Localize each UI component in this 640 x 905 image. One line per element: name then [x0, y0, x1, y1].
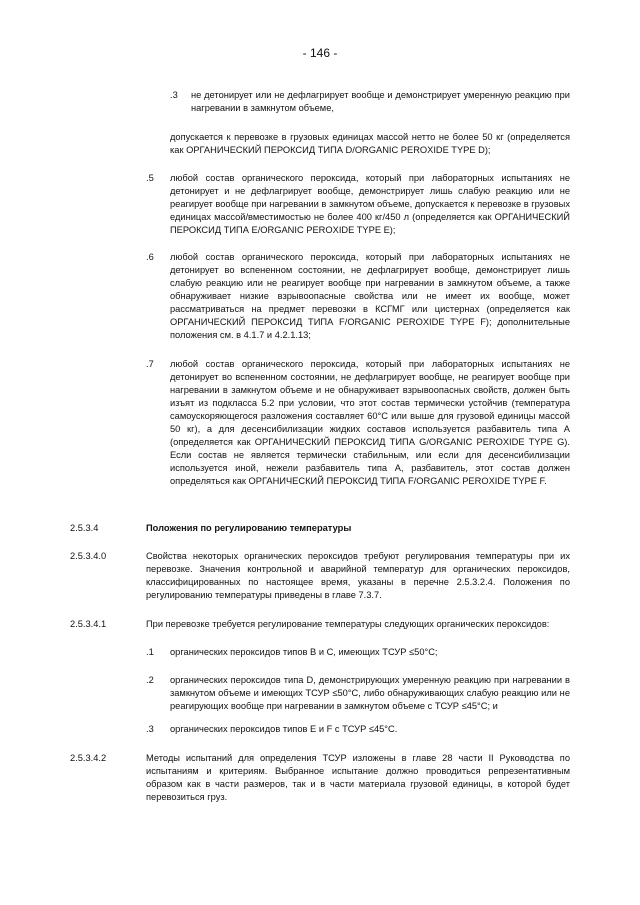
section-2534-number: 2.5.3.4 [70, 523, 99, 533]
item-7-marker: .7 [146, 359, 154, 369]
item-3-marker: .3 [170, 90, 178, 100]
section-25340-text: Свойства некоторых органических пероксидов требуют регулирования температуры при их перевозке. Значения контрольной и аварийной температур для органических пероксидов, классифицированных по настоящее время, указаны в перечне 2.5.3.2.4. Положения по регулированию температуры приведены в главе 7.3.7. [146, 551, 570, 600]
item-7-text: любой состав органического пероксида, который при лабораторных испытаниях не детонирует во вспененном состоянии, не дефлагрирует вообще, не реагирует вообще при нагревании в замкнутом объеме и не обнаруживает взрывоопасных свойств, должен быть изъят из подкласса 5.2 при условии, что этот состав термически устойчив (температура самоускоряющегося разложения составляет 60°C или выше для грузовой единицы массой 50 кг), а для десенсибилизации жидких составов используется разбавитель типа A (определяется как ОРГАНИЧЕСКИЙ ПЕРОКСИД ТИПА G/ORGANIC PEROXIDE TYPE G). Если состав не является термически стабильным, или если для десенсибилизации используется иной, нежели разбавитель типа A, разбавитель, этот состав должен определяться как ОРГАНИЧЕСКИЙ ПЕРОКСИД ТИПА F/ORGANIC PEROXIDE TYPE F. [170, 359, 570, 486]
item-3-text: не детонирует или не дефлагрирует вообще и демонстрирует умеренную реакцию при нагревании в замкнутом объеме, [191, 90, 570, 113]
sub-3-marker: .3 [146, 724, 154, 734]
item-5-text: любой состав органического пероксида, который при лабораторных испытаниях не детонирует и не дефлагрирует вообще, демонстрирует лишь слабую реакцию или не реагирует вообще при нагревании в замкнутом объеме, допускается к перевозке в грузовых единицах массой/вместимостью не более 400 кг/450 л (определяется как ОРГАНИЧЕСКИЙ ПЕРОКСИД ТИПА E/ORGANIC PEROXIDE TYPE E); [170, 173, 570, 235]
sub-1-text: органических пероксидов типов B и C, имеющих ТСУР ≤50°C; [170, 647, 438, 657]
sub-2-text: органических пероксидов типа D, демонстрирующих умеренную реакцию при нагревании в замкнутом объеме и имеющих ТСУР ≤50°C, либо обнаруживающих слабую реакцию или не реагирующих вообще при нагревании в замкнутом объеме с ТСУР ≤45°C; и [170, 675, 570, 711]
section-25341-text: При перевозке требуется регулирование температуры следующих органических пероксидов: [146, 619, 550, 629]
sub-1-marker: .1 [146, 647, 154, 657]
item-3-consequence: допускается к перевозке в грузовых единицах массой нетто не более 50 кг (определяется как ОРГАНИЧЕСКИЙ ПЕРОКСИД ТИПА D/ORGANIC PEROXIDE TYPE D); [170, 132, 570, 155]
section-25342-number: 2.5.3.4.2 [70, 753, 107, 763]
section-2534-title: Положения по регулированию температуры [146, 523, 352, 533]
page-number: - 146 - [302, 46, 338, 60]
sub-3-text: органических пероксидов типов E и F с ТСУР ≤45°C. [170, 724, 398, 734]
item-6-text: любой состав органического пероксида, который при лабораторных испытаниях не детонирует во вспененном состоянии, не дефлагрирует вообще, демонстрирует лишь слабую реакцию или не реагирует вообще при нагревании в замкнутом объеме, а также обнаруживает низкие взрывоопасные свойства или не имеет их вообще, может рассматриваться на предмет перевозки в КСГМГ или цистернах (определяется как ОРГАНИЧЕСКИЙ ПЕРОКСИД ТИПА F/ORGANIC PEROXIDE TYPE F); дополнительные положения см. в 4.1.7 и 4.2.1.13; [170, 252, 570, 340]
section-25341-number: 2.5.3.4.1 [70, 619, 107, 629]
item-5-marker: .5 [146, 173, 154, 183]
item-6-marker: .6 [146, 252, 154, 262]
section-25342-text: Методы испытаний для определения ТСУР изложены в главе 28 части II Руководства по испытаниям и критериям. Выбранное испытание должно проводиться репрезентативным образом как в части размеров, так и в части материала грузовой единицы, в которой будет перевозиться груз. [146, 753, 570, 802]
sub-2-marker: .2 [146, 675, 154, 685]
section-25340-number: 2.5.3.4.0 [70, 551, 107, 561]
